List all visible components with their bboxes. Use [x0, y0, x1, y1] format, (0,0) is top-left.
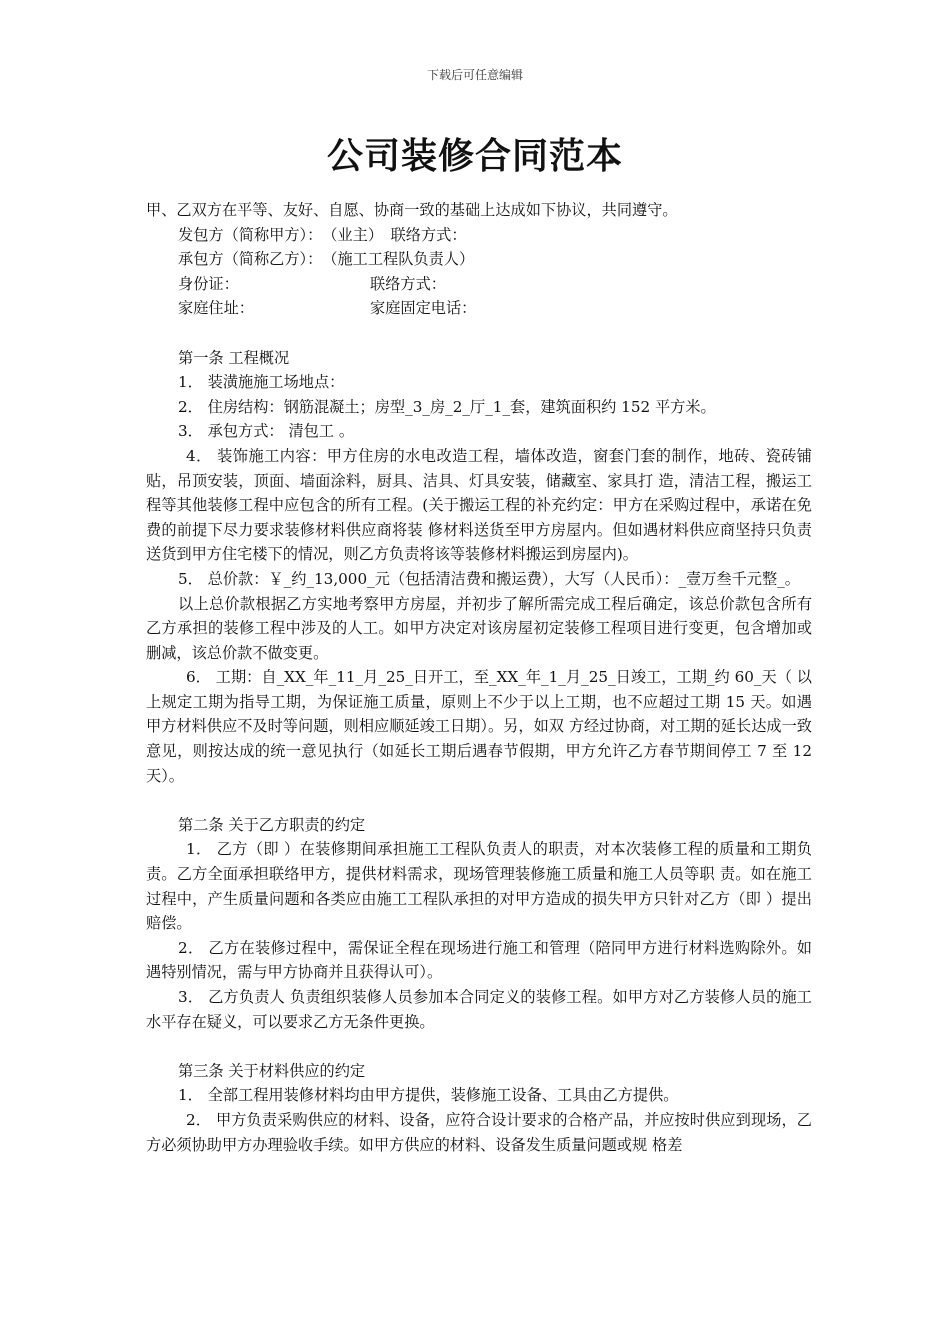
article1-item4: 4． 装饰施工内容：甲方住房的水电改造工程，墙体改造，窗套门套的制作，地砖、瓷砖铺贴，吊顶安装，顶面、墙面涂料，厨具、洁具、灯具安装，储藏室、家具打 造，清洁工程，搬运工程等其他装修工程中应包含的所有工程。(关于搬运工程的补充约定：甲方在采购过程中，承诺在免费的前提下尽力要求装修材料供应商将装 修材料送货至甲方房屋内。但如遇材料供应商坚持只负责送货到甲方住宅楼下的情况，则乙方负责将该等装修材料搬运到房屋内)。: [146, 446, 812, 564]
phone-label: 家庭固定电话：: [370, 299, 477, 318]
article2-item3: 3． 乙方负责人 负责组织装修人员参加本合同定义的装修工程。如甲方对乙方装修人员的施工水平存在疑义，可以要求乙方无条件更换。: [146, 988, 812, 1031]
address-phone-line: [146, 296, 812, 321]
party-a-line: 发包方（简称甲方）： （业主） 联络方式：: [178, 225, 467, 244]
article1-item5-note: 以上总价款根据乙方实地考察甲方房屋，并初步了解所需完成工程后确定，该总价款包含所有乙方承担的装修工程中涉及的人工。如甲方决定对该房屋初定装修工程项目进行变更，包含增加或删减，该总价款不做变更。: [146, 594, 812, 662]
spacer: [146, 321, 812, 346]
spacer: [146, 788, 812, 813]
article3-heading: 第三条 关于材料供应的约定: [178, 1061, 366, 1080]
article2-heading: 第二条 关于乙方职责的约定: [178, 815, 366, 834]
contact-label: 联络方式：: [370, 274, 446, 293]
article3-item1: 1． 全部工程用装修材料均由甲方提供，装修施工设备、工具由乙方提供。: [178, 1086, 679, 1105]
article1-item3: 3． 承包方式： 清包工 。: [178, 422, 355, 441]
contract-body: [146, 198, 812, 1157]
spacer: [146, 1034, 812, 1059]
party-b-line: 承包方（简称乙方）： （施工工程队负责人）: [178, 250, 475, 269]
intro-paragraph: 甲、乙双方在平等、友好、自愿、协商一致的基础上达成如下协议，共同遵守。: [146, 201, 678, 219]
id-contact-line: [146, 272, 812, 297]
article1-item1: 1． 装潢施施工场地点：: [178, 373, 345, 392]
article2-item2: 2． 乙方在装修过程中，需保证全程在现场进行施工和管理（陪同甲方进行材料选购除外。如遇特别情况，需与甲方协商并且获得认可）。: [146, 938, 812, 982]
article1-item2: 2． 住房结构：钢筋混凝土；房型_3_房_2_厅_1_套，建筑面积约 152 平方米。: [178, 397, 716, 416]
address-label: 家庭住址：: [178, 299, 254, 318]
article1-item6: 6． 工期：自_XX_年_11_月_25_日开工，至_XX_年_1_月_25_日竣工，工期_约 60_天（ 以上规定工期为指导工期，为保证施工质量，原则上不少于以上工期，也不应超过工期 15 天。如遇甲方材料供应不及时等问题，则相应顺延竣工日期）。另，如双 方经过协商，对工期的延长达成一致意见，则按达成的统一意见执行（如延长工期后遇春节假期，甲方允许乙方春节期间停工 7 至 12 天）。: [146, 668, 812, 785]
id-label: 身份证：: [178, 274, 239, 293]
article3-item2: 2． 甲方负责采购供应的材料、设备，应符合设计要求的合格产品，并应按时供应到现场，乙方必须协助甲方办理验收手续。如甲方供应的材料、设备发生质量问题或规 格差: [146, 1110, 812, 1154]
article2-item1: 1． 乙方（即 ）在装修期间承担施工工程队负责人的职责，对本次装修工程的质量和工期负责。乙方全面承担联络甲方，提供材料需求，现场管理装修施工质量和施工人员等职 责。如在施工过程中，产生质量问题和各类应由施工工程队承担的对甲方造成的损失甲方只针对乙方（即 ）提出赔偿。: [146, 840, 812, 933]
article1-heading: 第一条 工程概况: [178, 348, 290, 367]
article1-item5: 5． 总价款：￥_约_13,000_元（包括清洁费和搬运费），大写（人民币）：_壹万叁千元整_。: [178, 569, 800, 588]
document-title: 公司装修合同范本: [326, 136, 623, 177]
header-note: 下载后可任意编辑: [426, 68, 523, 82]
